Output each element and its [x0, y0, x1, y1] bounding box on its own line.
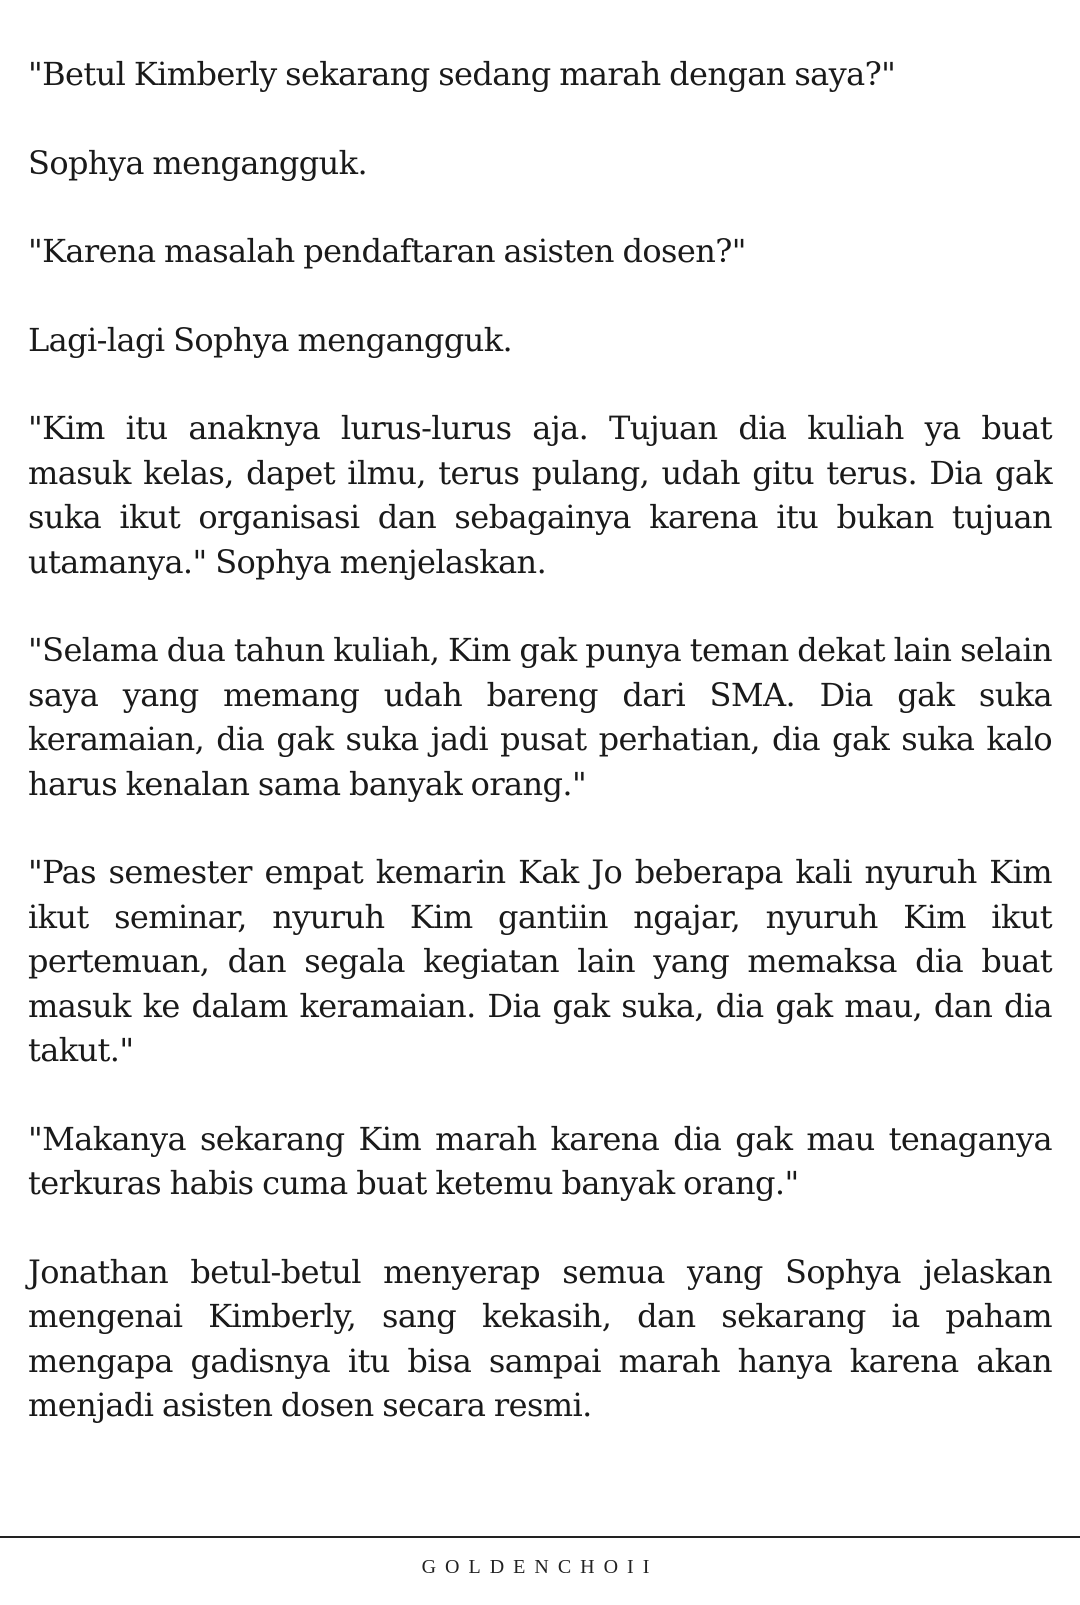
dialogue-paragraph: "Makanya sekarang Kim marah karena dia gak mau tenaganya terkuras habis cuma buat ketemu banyak orang." [28, 1119, 1052, 1202]
dialogue-paragraph: "Kim itu anaknya lurus-lurus aja. Tujuan dia kuliah ya buat masuk kelas, dapet ilmu, terus pulang, udah gitu terus. Dia gak suka ikut organisasi dan sebagainya karena itu bukan tujuan utamanya." Sophya menjelaskan. [28, 409, 1052, 581]
dialogue-paragraph: "Pas semester empat kemarin Kak Jo beberapa kali nyuruh Kim ikut seminar, nyuruh Kim gantiin ngajar, nyuruh Kim ikut pertemuan, dan segala kegiatan lain yang memaksa dia buat masuk ke dalam keramaian. Dia gak suka, dia gak mau, dan dia takut." [28, 853, 1052, 1069]
story-text [28, 52, 1052, 1472]
footer-divider [0, 1536, 1080, 1538]
narration-paragraph: Lagi-lagi Sophya mengangguk. [28, 320, 513, 359]
author-credit: GOLDENCHOII [421, 1556, 659, 1578]
dialogue-paragraph: "Karena masalah pendaftaran asisten dosen?" [28, 232, 746, 270]
narration-paragraph: Jonathan betul-betul menyerap semua yang Sophya jelaskan mengenai Kimberly, sang kekasih, dan sekarang ia paham mengapa gadisnya itu bisa sampai marah hanya karena akan menjadi asisten dosen secara resmi. [28, 1252, 1052, 1424]
dialogue-paragraph: "Selama dua tahun kuliah, Kim gak punya teman dekat lain selain saya yang memang udah bareng dari SMA. Dia gak suka keramaian, dia gak suka jadi pusat perhatian, dia gak suka kalo harus kenalan sama banyak orang." [28, 631, 1052, 803]
dialogue-paragraph: "Betul Kimberly sekarang sedang marah dengan saya?" [28, 55, 896, 93]
narration-paragraph: Sophya mengangguk. [28, 143, 368, 182]
